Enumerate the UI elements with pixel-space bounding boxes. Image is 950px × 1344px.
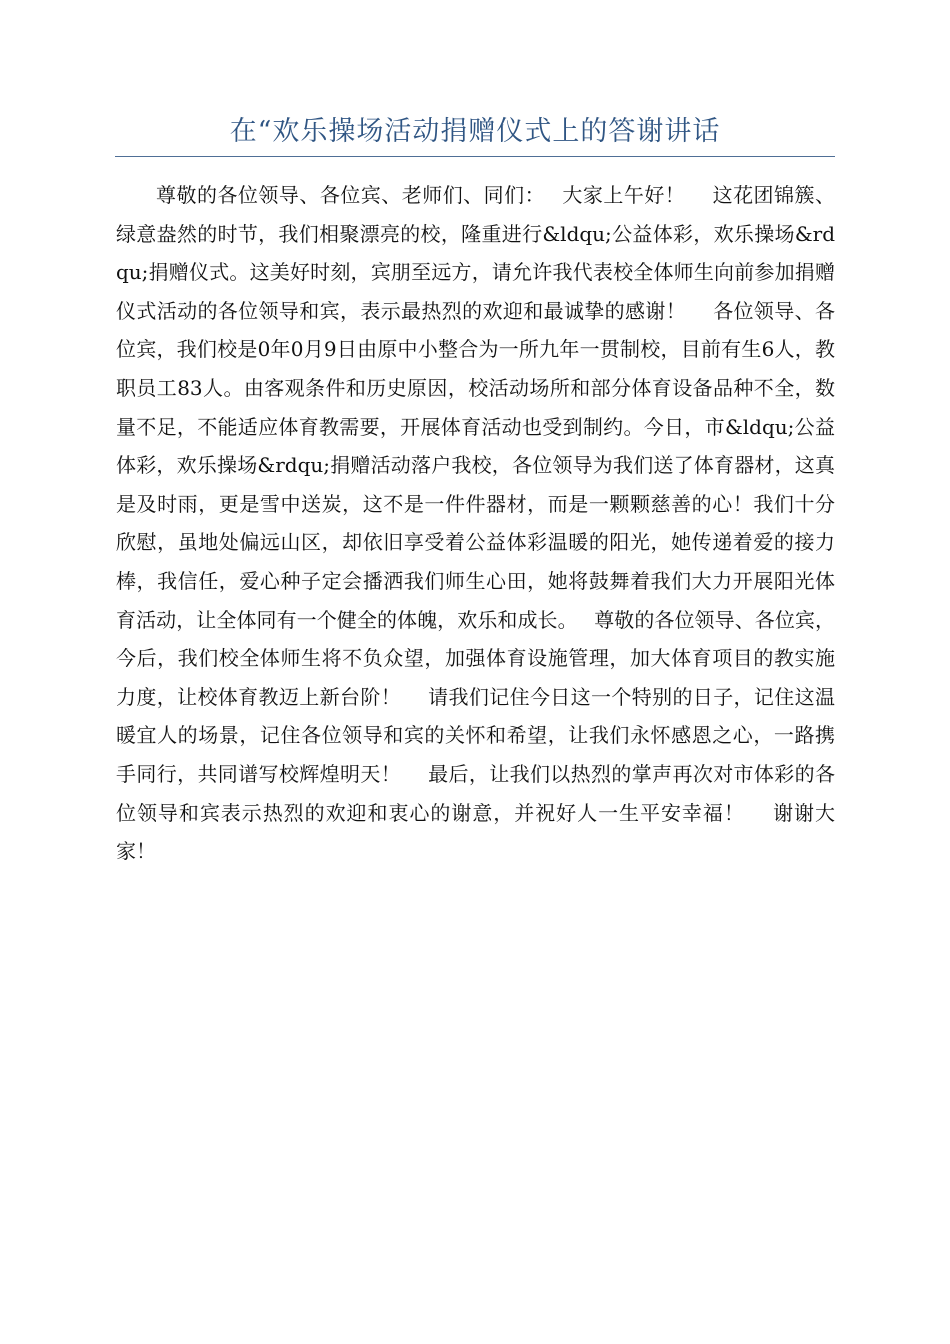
document-body-paragraph: 尊敬的各位领导、各位宾、老师们、同们： 大家上午好！ 这花团锦簇、绿意盎然的时节，我们相聚漂亮的校，隆重进行&ldqu;公益体彩，欢乐操场&rdqu;捐赠仪式。这美好时刻，宾朋至远方，请允许我代表校全体师生向前参加捐赠仪式活动的各位领导和宾，表示最热烈的欢迎和最诚挚的感谢！ 各位领导、各位宾，我们校是0年0月9日由原中小整合为一所九年一贯制校，目前有生6人，教职员工83人。由客观条件和历史原因，校活动场所和部分体育设备品种不全，数量不足，不能适应体育教需要，开展体育活动也受到制约。今日，市&ldqu;公益体彩，欢乐操场&rdqu;捐赠活动落户我校，各位领导为我们送了体育器材，这真是及时雨，更是雪中送炭，这不是一件件器材，而是一颗颗慈善的心！我们十分欣慰，虽地处偏远山区，却依旧享受着公益体彩温暖的阳光，她传递着爱的接力棒，我信任，爱心种子定会播洒我们师生心田，她将鼓舞着我们大力开展阳光体育活动，让全体同有一个健全的体魄，欢乐和成长。 尊敬的各位领导、各位宾，今后，我们校全体师生将不负众望，加强体育设施管理，加大体育项目的教实施力度，让校体育教迈上新台阶！ 请我们记住今日这一个特别的日子，记住这温暖宜人的场景，记住各位领导和宾的关怀和希望，让我们永怀感恩之心，一路携手同行，共同谱写校辉煌明天！ 最后，让我们以热烈的掌声再次对市体彩的各位领导和宾表示热烈的欢迎和衷心的谢意，并祝好人一生平安幸福！ 谢谢大家！ (116, 183, 835, 864)
title-block (115, 112, 835, 157)
document-title: 在“欢乐操场活动捐赠仪式上的答谢讲话 (229, 116, 721, 147)
